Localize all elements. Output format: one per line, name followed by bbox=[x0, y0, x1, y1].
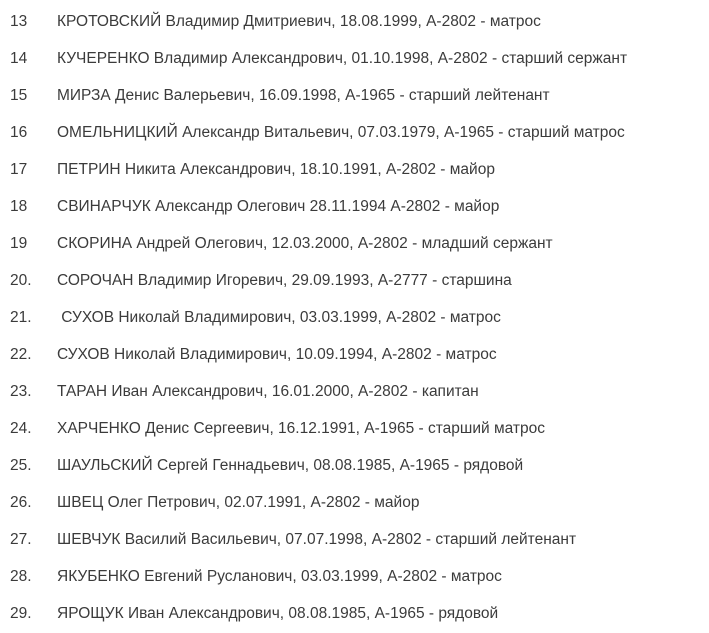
list-item-text: СУХОВ Николай Владимирович, 03.03.1999, А-2802 - матрос bbox=[57, 309, 501, 326]
list-item-number: 23. bbox=[10, 383, 32, 400]
list-item bbox=[10, 77, 709, 114]
personnel-list bbox=[10, 3, 709, 632]
list-item bbox=[10, 447, 709, 484]
list-item bbox=[10, 521, 709, 558]
list-item-number: 28. bbox=[10, 568, 32, 585]
list-item-text: ТАРАН Иван Александрович, 16.01.2000, А-2802 - капитан bbox=[57, 383, 479, 400]
list-item-text: ШАУЛЬСКИЙ Сергей Геннадьевич, 08.08.1985, А-1965 - рядовой bbox=[57, 457, 524, 474]
list-item-text: КУЧЕРЕНКО Владимир Александрович, 01.10.1998, А-2802 - старший сержант bbox=[57, 50, 628, 67]
list-item-text: СКОРИНА Андрей Олегович, 12.03.2000, А-2802 - младший сержант bbox=[57, 235, 553, 252]
list-item bbox=[10, 299, 709, 336]
list-item-text: ШВЕЦ Олег Петрович, 02.07.1991, А-2802 - майор bbox=[57, 494, 420, 511]
list-item bbox=[10, 225, 709, 262]
list-item bbox=[10, 151, 709, 188]
list-item-number: 17 bbox=[10, 161, 28, 178]
list-item bbox=[10, 188, 709, 225]
list-item-number: 15 bbox=[10, 87, 28, 104]
list-item-text: ШЕВЧУК Василий Васильевич, 07.07.1998, А-2802 - старший лейтенант bbox=[57, 531, 577, 548]
list-item-text: ХАРЧЕНКО Денис Сергеевич, 16.12.1991, А-1965 - старший матрос bbox=[57, 420, 546, 437]
list-item bbox=[10, 3, 709, 40]
list-item-text: ОМЕЛЬНИЦКИЙ Александр Витальевич, 07.03.1979, А-1965 - старший матрос bbox=[57, 124, 625, 141]
list-item-number: 20. bbox=[10, 272, 32, 289]
list-item-number: 21. bbox=[10, 309, 32, 326]
list-item bbox=[10, 558, 709, 595]
list-item bbox=[10, 114, 709, 151]
list-item-text: ЯРОЩУК Иван Александрович, 08.08.1985, А-1965 - рядовой bbox=[57, 605, 499, 622]
list-item-text: СВИНАРЧУК Александр Олегович 28.11.1994 А-2802 - майор bbox=[57, 198, 500, 215]
list-item-number: 25. bbox=[10, 457, 32, 474]
list-item-text: СУХОВ Николай Владимирович, 10.09.1994, А-2802 - матрос bbox=[57, 346, 497, 363]
list-item-text: ПЕТРИН Никита Александрович, 18.10.1991, А-2802 - майор bbox=[57, 161, 495, 178]
list-item-number: 19 bbox=[10, 235, 28, 252]
list-item-number: 29. bbox=[10, 605, 32, 622]
list-item bbox=[10, 373, 709, 410]
list-item bbox=[10, 40, 709, 77]
list-item-text: МИРЗА Денис Валерьевич, 16.09.1998, А-1965 - старший лейтенант bbox=[57, 87, 550, 104]
list-item bbox=[10, 484, 709, 521]
list-item-number: 26. bbox=[10, 494, 32, 511]
list-item-number: 16 bbox=[10, 124, 28, 141]
list-item-text: СОРОЧАН Владимир Игоревич, 29.09.1993, А-2777 - старшина bbox=[57, 272, 512, 289]
list-item-number: 18 bbox=[10, 198, 28, 215]
list-item-number: 22. bbox=[10, 346, 32, 363]
list-item-number: 24. bbox=[10, 420, 32, 437]
list-item-number: 27. bbox=[10, 531, 32, 548]
list-item-number: 14 bbox=[10, 50, 28, 67]
list-item bbox=[10, 410, 709, 447]
list-item bbox=[10, 262, 709, 299]
list-item-number: 13 bbox=[10, 13, 28, 30]
list-item bbox=[10, 595, 709, 632]
list-item bbox=[10, 336, 709, 373]
list-item-text: КРОТОВСКИЙ Владимир Дмитриевич, 18.08.1999, А-2802 - матрос bbox=[57, 13, 541, 30]
list-item-text: ЯКУБЕНКО Евгений Русланович, 03.03.1999, А-2802 - матрос bbox=[57, 568, 502, 585]
